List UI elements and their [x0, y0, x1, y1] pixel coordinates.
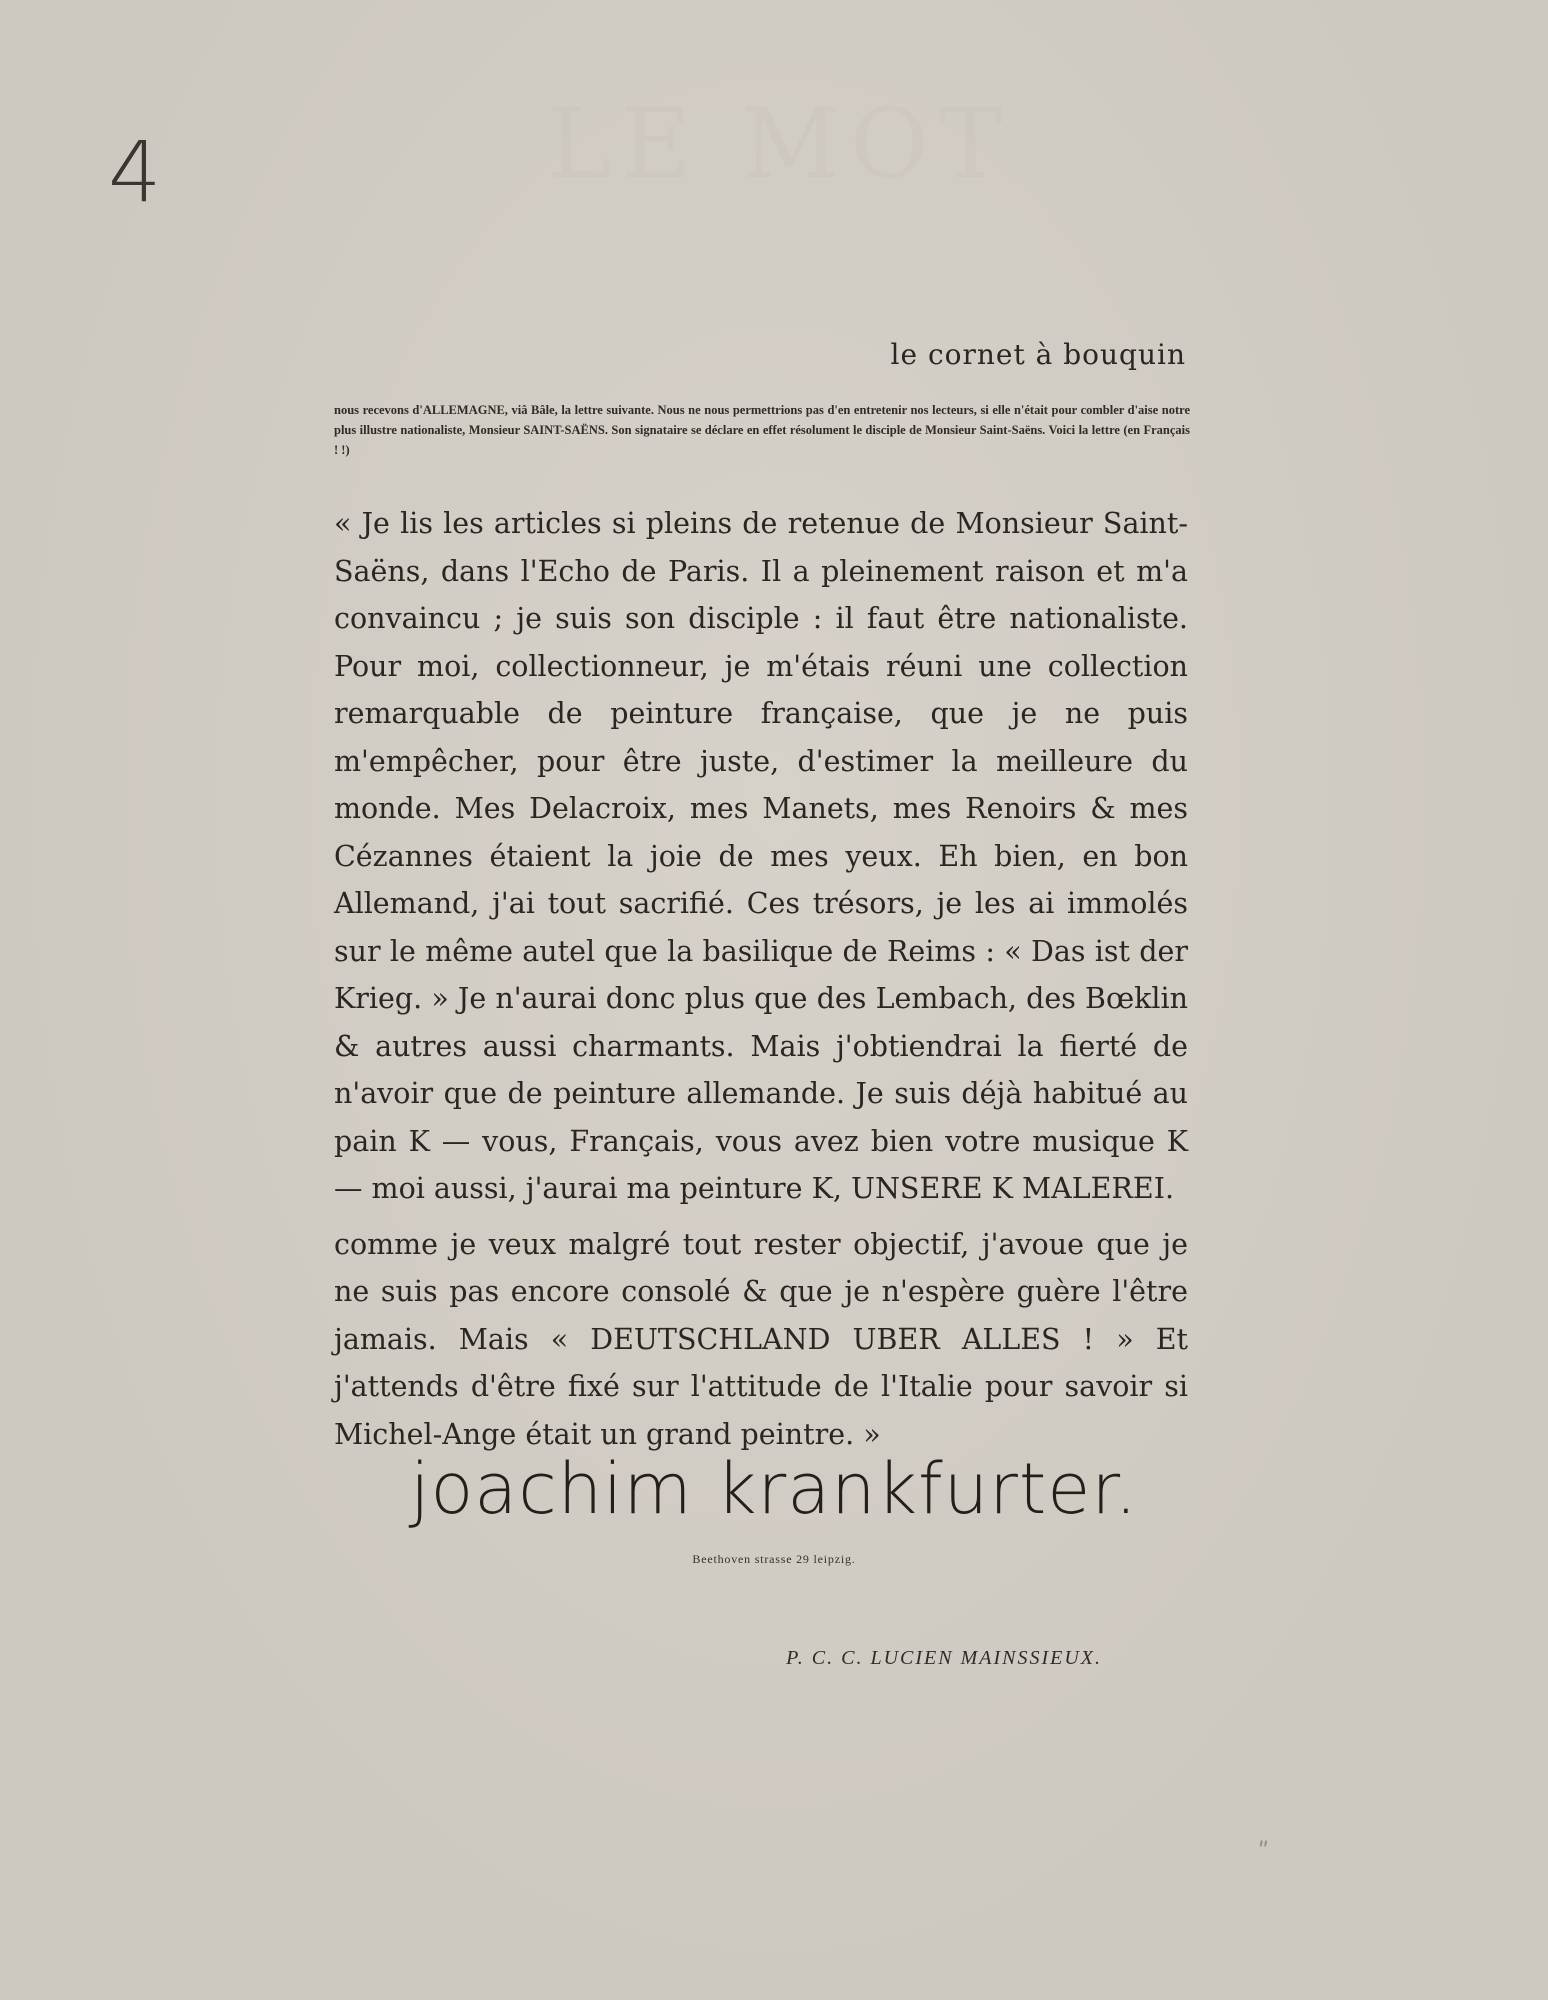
show-through-title: LE MOT [547, 88, 1013, 200]
credit-line: P. C. C. LUCIEN MAINSSIEUX. [786, 1647, 1102, 1669]
letter-body [334, 500, 1188, 1458]
pencil-mark: ʺ [1258, 1838, 1270, 1866]
letter-paragraph-2: comme je veux malgré tout rester objectif, j'avoue que je ne suis pas encore consolé & que je n'espère guère l'être jamais. Mais « DEUTSCHLAND UBER ALLES ! » Et j'attends d'être fixé sur l'attitude de l'Italie pour savoir si Michel-Ange était un grand peintre. » [334, 1227, 1188, 1451]
page-number: 4 [108, 123, 162, 221]
letter-paragraph-1: « Je lis les articles si pleins de retenue de Monsieur Saint-Saëns, dans l'Echo de Paris. Il a pleinement raison et m'a convaincu ; je suis son disciple : il faut être nationaliste. Pour moi, collectionneur, je m'étais réuni une collection remarquable de peinture française, que je ne puis m'empêcher, pour être juste, d'estimer la meilleure du monde. Mes Delacroix, mes Manets, mes Renoirs & mes Cézannes étaient la joie de mes yeux. Eh bien, en bon Allemand, j'ai tout sacrifié. Ces trésors, je les ai immolés sur le même autel que la basilique de Reims : « Das ist der Krieg. » Je n'aurai donc plus que des Lembach, des Bœklin & autres aussi charmants. Mais j'obtiendrai la fierté de n'avoir que de peinture allemande. Je suis déjà habitué au pain K — vous, Français, vous avez bien votre musique K — moi aussi, j'aurai ma peinture K, UNSERE K MALEREI. [334, 507, 1188, 1205]
section-title: le cornet à bouquin [890, 338, 1186, 371]
signature-address: Beethoven strasse 29 leipzig. [692, 1552, 856, 1566]
intro-paragraph: nous recevons d'ALLEMAGNE, viâ Bâle, la lettre suivante. Nous ne nous permettrions pas d'en entretenir nos lecteurs, si elle n'était pour combler d'aise notre plus illustre nationaliste, Monsieur SAINT-SAËNS. Son signataire se déclare en effet résolument le disciple de Monsieur Saint-Saëns. Voici la lettre (en Français ! !) [334, 403, 1190, 457]
signature-name: joachim krankfurter. [410, 1448, 1138, 1530]
